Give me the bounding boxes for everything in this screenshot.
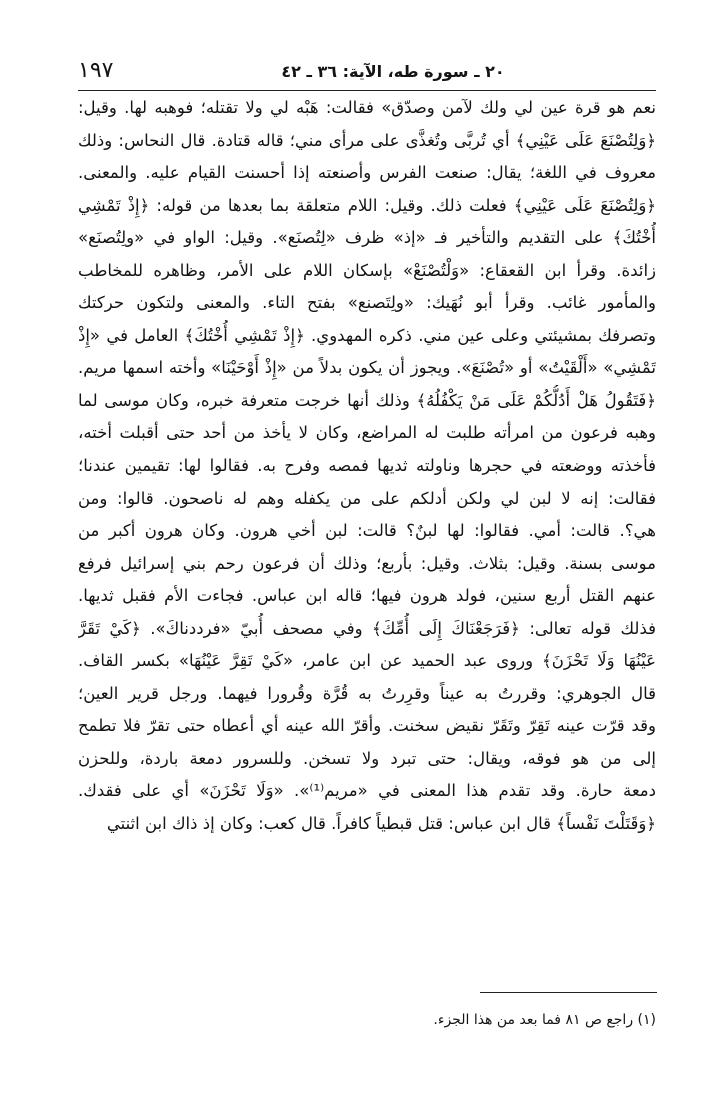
body-line: وتصرفك بمشيئتي وعلى عين مني. ذكره المهدوي. ﴿إِذْ تَمْشِي أُخْتُكَ﴾ العامل في «إِذْ — [78, 325, 656, 345]
body-line: ﴿وَلِتُصْنَعَ عَلَى عَيْنِي﴾ فعلت ذلك. وقيل: اللام متعلقة بما بعدها من قوله: ﴿إِذْ تَمْشِي — [78, 195, 656, 215]
header-divider — [78, 90, 656, 91]
body-line: إلى من هو فوقه، ويقال: حتى تبرد ولا تسخن. وللسرور دمعة باردة، وللحزن — [78, 748, 656, 768]
body-line: فأخذته ووضعته في حجرها وناولته ثديها فمصه وفرح به. فقالوا لها: تقيمين عندنا؛ — [78, 456, 656, 476]
footnote: (١) راجع ص ٨١ فما بعد من هذا الجزء. — [433, 1012, 656, 1028]
body-line: ﴿وَلِتُصْنَعَ عَلَى عَيْنِي﴾ أي تُربَّى وتُغذَّى على مرأى مني؛ قاله قتادة. قال النحاس: وذلك — [78, 130, 656, 150]
body-text — [78, 92, 656, 841]
body-line: زائدة. وقرأ ابن القعقاع: «وَلْتُصْنَعْ» بإسكان اللام على الأمر، وظاهره للمخاطب — [78, 260, 656, 280]
body-line: قال الجوهري: وقررتُ به عيناً وقرِرتُ به قُرَّة وقُرورا فيهما. ورجل قرير العين؛ — [78, 683, 656, 703]
body-line: أُخْتُكَ﴾ على التقديم والتأخير فـ «إذ» ظرف «لِتُصنَع». وقيل: الواو في «ولِتُصنَع» — [78, 228, 656, 248]
body-line: ﴿فَتَقُولُ هَلْ أَدُلُّكُمْ عَلَى مَنْ يَكْفُلُهُ﴾ وذلك أنها خرجت متعرفة خبره، وكان موسى لما — [78, 390, 656, 410]
body-line: والمأمور غائب. وقرأ أبو نُهَيك: «ولِتَصنع» بفتح التاء. والمعنى ولتكون حركتك — [78, 293, 656, 313]
body-line: نعم هو قرة عين لي ولك لآمن وصدّق» فقالت: هَبْه لي ولا تقتله؛ فوهبه لها. وقيل: — [78, 98, 656, 117]
body-line: معروف في اللغة؛ يقال: صنعت الفرس وأصنعته إذا أحسنت القيام عليه. والمعنى. — [78, 163, 656, 183]
body-line: فذلك قوله تعالى: ﴿فَرَجَعْنَاكَ إِلَى أُمِّكَ﴾ وفي مصحف أُبيّ «فرددناكَ». ﴿كَيْ تَقَرَّ — [78, 618, 656, 638]
body-line: هي؟. قالت: أمي. فقالوا: لها لبنٌ؟ قالت: لبن أخي هرون. وكان هرون أكبر من — [78, 521, 656, 541]
page-header — [78, 58, 656, 88]
body-line: تَمْشِي» «أَلْقَيْتُ» أو «تُصْنَعَ». ويجوز أن يكون بدلاً من «إِذْ أَوْحَيْنَا» وأخته اسمها مريم. — [78, 358, 656, 378]
body-line: فقالت: إنه لا لبن لي ولكن أدلكم على من يكفله وهم له ناصحون. قالوا: ومن — [78, 488, 656, 508]
body-line: عَيْنُهَا وَلَا تَحْزَنَ﴾ وروى عبد الحميد عن ابن عامر، «كَيْ تَقِرَّ عَيْنُهَا» بكسر القاف. — [78, 651, 656, 671]
body-line: ﴿وَقَتَلْتَ نَفْساً﴾ قال ابن عباس: قتل قبطياً كافراً. قال كعب: وكان إذ ذاك ابن اثنتي — [106, 814, 656, 834]
running-head: ٢٠ ـ سورة طه، الآية: ٣٦ ـ ٤٢ — [281, 62, 505, 81]
body-line: وهبه فرعون من امرأته طلبت له المراضع، وكان لا يأخذ من أحد حتى أقبلت أخته، — [78, 423, 656, 443]
body-line: وقد قرّت عينه تَقِرّ وتَقَرّ نقيض سخنت. وأقرّ الله عينه أي أعطاه حتى تقرّ فلا تطمح — [78, 716, 656, 736]
footnote-divider — [480, 992, 657, 993]
body-line: موسى بسنة. وقيل: بثلاث. وقيل: بأربع؛ وذلك أن فرعون رحم بني إسرائيل فرفع — [78, 553, 656, 573]
body-line: دمعة حارة. وقد تقدم هذا المعنى في «مريم⁽¹⁾». «وَلَا تَحْزَنَ» أي على فقدك. — [78, 781, 656, 801]
body-line: عنهم القتل أربع سنين، فولد هرون فيها؛ قاله ابن عباس. فجاءت الأم فقبل ثديها. — [78, 586, 656, 606]
page-number: ١٩٧ — [78, 58, 114, 83]
